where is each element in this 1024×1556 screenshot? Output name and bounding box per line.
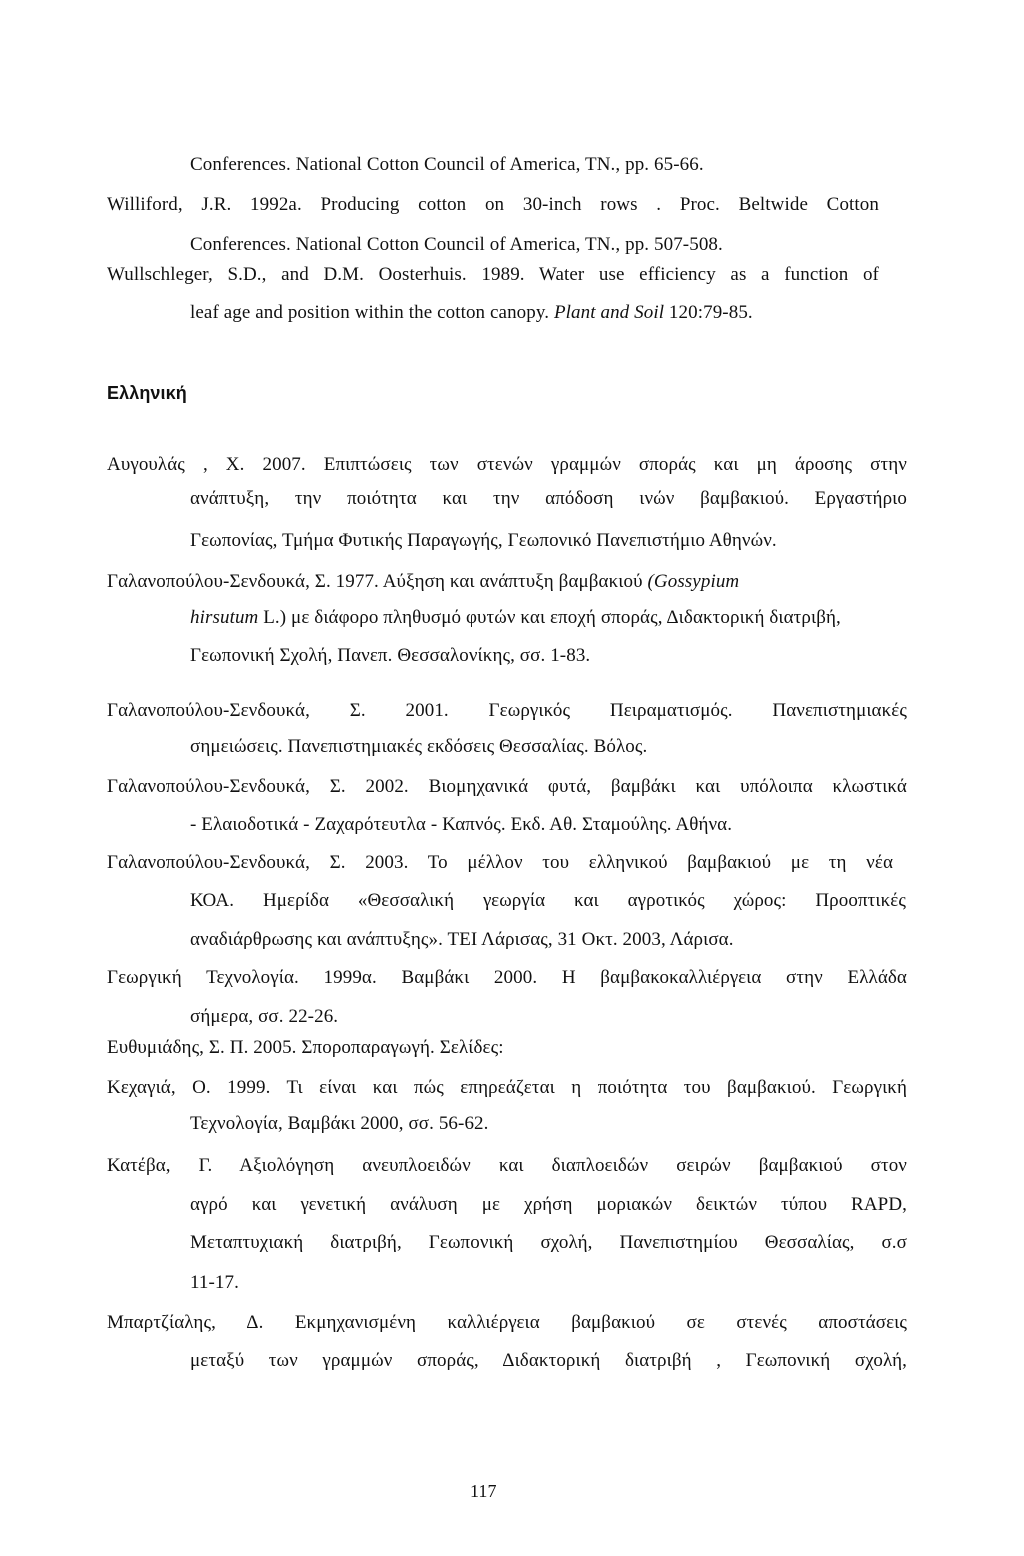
ref-gr-9-line-1: Κατέβα, Γ. Αξιολόγηση ανευπλοειδών και διαπλοειδών σειρών βαμβακιού στον: [107, 1155, 907, 1176]
ref-en-3-line-2: leaf age and position within the cotton canopy. Plant and Soil 120:79-85.: [190, 302, 753, 323]
ref-gr-3-line-1: Γαλανοπούλου-Σενδουκά, Σ. 2001. Γεωργικός Πειραματισμός. Πανεπιστημιακές: [107, 700, 907, 721]
ref-gr-9-line-2: αγρό και γενετική ανάλυση με χρήση μοριακών δεικτών τύπου RAPD,: [190, 1194, 907, 1215]
ref-gr-6-line-1: Γεωργική Τεχνολογία. 1999α. Βαμβάκι 2000. Η βαμβακοκαλλιέργεια στην Ελλάδα: [107, 967, 907, 988]
ref-gr-2-line-2: hirsutum L.) με διάφορο πληθυσμό φυτών και εποχή σποράς, Διδακτορική διατριβή,: [190, 607, 841, 628]
ref-gr-5-line-1: Γαλανοπούλου-Σενδουκά, Σ. 2003. Το μέλλον του ελληνικού βαμβακιού με τη νέα: [107, 852, 893, 873]
ref-gr-9-line-3: Μεταπτυχιακή διατριβή, Γεωπονική σχολή, Πανεπιστημίου Θεσσαλίας, σ.σ: [190, 1232, 907, 1253]
ref-gr-9-line-4: 11-17.: [190, 1272, 239, 1293]
ref-en-2-line-2: Conferences. National Cotton Council of America, TN., pp. 507-508.: [190, 234, 723, 255]
ref-gr-6-line-2: σήμερα, σσ. 22-26.: [190, 1006, 339, 1027]
ref-gr-3-line-2: σημειώσεις. Πανεπιστημιακές εκδόσεις Θεσσαλίας. Βόλος.: [190, 736, 648, 757]
ref-gr-8-line-1: Κεχαγιά, Ο. 1999. Τι είναι και πώς επηρεάζεται η ποιότητα του βαμβακιού. Γεωργική: [107, 1077, 907, 1098]
ref-en-1-line-1: Conferences. National Cotton Council of America, TN., pp. 65-66.: [190, 154, 704, 175]
ref-en-3-line-1: Wullschleger, S.D., and D.M. Oosterhuis. 1989. Water use efficiency as a function of: [107, 264, 879, 285]
ref-gr-10-line-2: μεταξύ των γραμμών σποράς, Διδακτορική διατριβή , Γεωπονική σχολή,: [190, 1350, 907, 1371]
ref-gr-1-line-2: ανάπτυξη, την ποιότητα και την απόδοση ινών βαμβακιού. Εργαστήριο: [190, 488, 907, 509]
ref-gr-5-line-3: αναδιάρθρωσης και ανάπτυξης». ΤΕΙ Λάρισας, 31 Οκτ. 2003, Λάρισα.: [190, 929, 734, 950]
ref-gr-4-line-2: - Ελαιοδοτικά - Ζαχαρότευτλα - Καπνός. Εκδ. Αθ. Σταμούλης. Αθήνα.: [190, 814, 733, 835]
ref-gr-4-line-1: Γαλανοπούλου-Σενδουκά, Σ. 2002. Βιομηχανικά φυτά, βαμβάκι και υπόλοιπα κλωστικά: [107, 776, 907, 797]
ref-gr-1-line-1: Αυγουλάς , Χ. 2007. Επιπτώσεις των στενών γραμμών σποράς και μη άροσης στην: [107, 454, 907, 475]
section-heading: Ελληνική: [107, 383, 187, 403]
ref-gr-8-line-2: Τεχνολογία, Βαμβάκι 2000, σσ. 56-62.: [190, 1113, 489, 1134]
ref-gr-7-line-1: Ευθυμιάδης, Σ. Π. 2005. Σποροπαραγωγή. Σελίδες:: [107, 1037, 504, 1058]
journal-title: Plant and Soil: [553, 302, 665, 323]
ref-gr-2-line-3: Γεωπονική Σχολή, Πανεπ. Θεσσαλονίκης, σσ. 1-83.: [190, 645, 591, 666]
ref-gr-5-line-2: ΚΟΑ. Ημερίδα «Θεσσαλική γεωργία και αγροτικός χώρος: Προοπτικές: [190, 890, 906, 911]
ref-gr-1-line-3: Γεωπονίας, Τμήμα Φυτικής Παραγωγής, Γεωπονικό Πανεπιστήμιο Αθηνών.: [190, 530, 777, 551]
ref-gr-10-line-1: Μπαρτζίαλης, Δ. Εκμηχανισμένη καλλιέργεια βαμβακιού σε στενές αποστάσεις: [107, 1312, 907, 1333]
ref-en-2-line-1: Williford, J.R. 1992a. Producing cotton on 30-inch rows . Proc. Beltwide Cotton: [107, 194, 879, 215]
page-number: 117: [470, 1481, 497, 1501]
ref-gr-2-line-1: Γαλανοπούλου-Σενδουκά, Σ. 1977. Αύξηση και ανάπτυξη βαμβακιού (Gossypium: [107, 571, 740, 592]
